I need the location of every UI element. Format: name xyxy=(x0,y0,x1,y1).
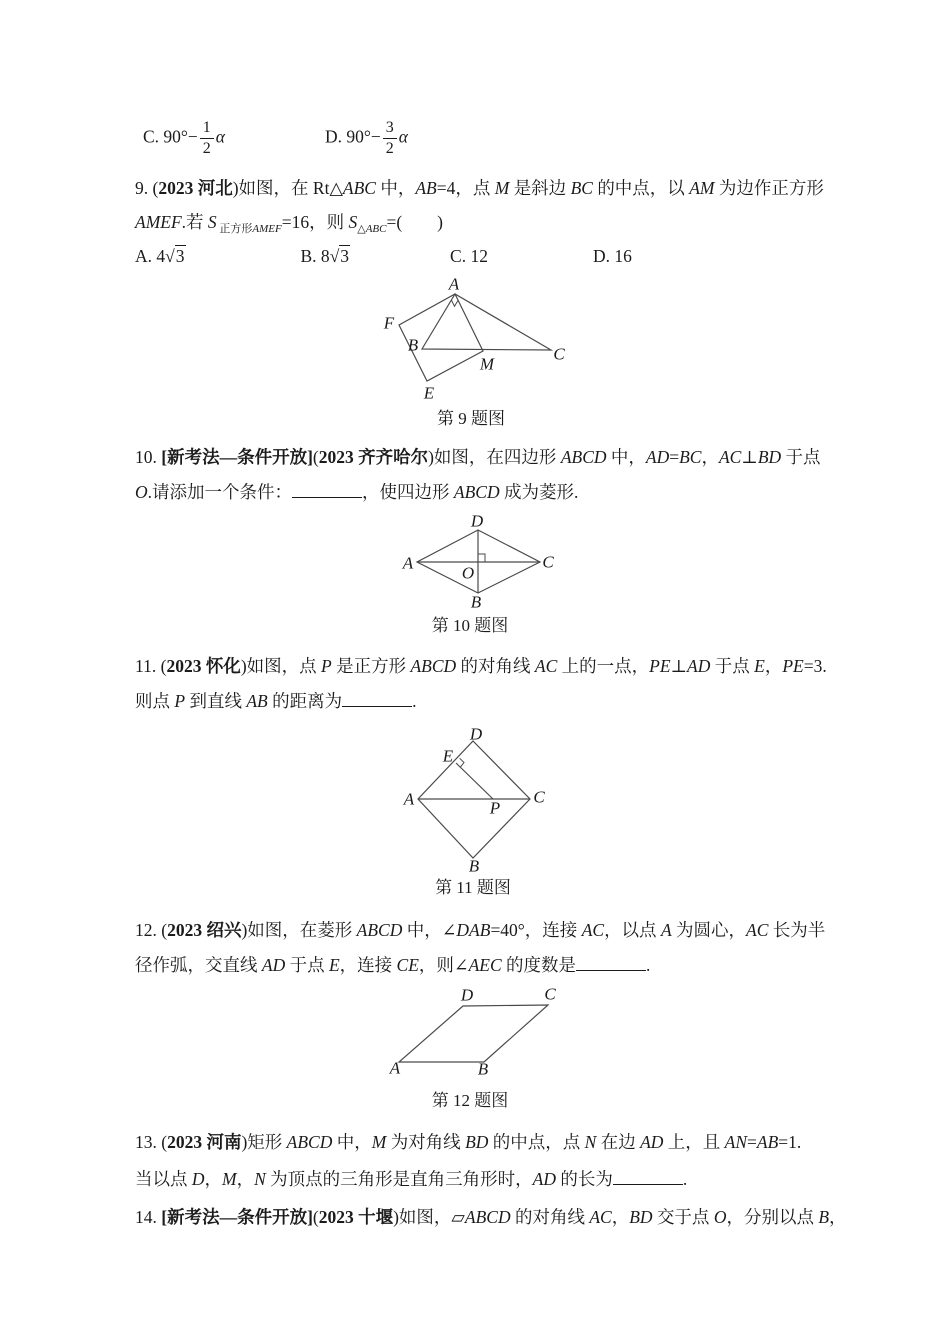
question-13-line-1 xyxy=(135,1129,801,1155)
text-segment: 当以点 xyxy=(135,1169,192,1189)
text-segment: 的对角线 xyxy=(510,1207,590,1227)
vertex-label-O: O xyxy=(461,563,475,583)
text-segment: 10. xyxy=(135,447,162,467)
text-segment: . xyxy=(646,955,651,975)
vertex-label-C: C xyxy=(533,787,545,807)
rhombus-abcd xyxy=(399,1005,548,1062)
text-segment: ABCD xyxy=(560,447,607,467)
text-segment: 2023 齐齐哈尔 xyxy=(318,447,429,467)
question-12-line-1 xyxy=(135,917,825,943)
text-segment: =16，则 xyxy=(281,212,349,232)
figure-10-caption: 第 10 题图 xyxy=(431,616,509,635)
text-segment: 正方形 xyxy=(216,223,253,235)
question-13-line-2 xyxy=(135,1166,687,1192)
text-segment: 于点 xyxy=(781,447,821,467)
text-segment: ， xyxy=(204,1169,223,1189)
spacer xyxy=(350,261,450,262)
vertex-label-B: B xyxy=(477,1059,489,1079)
spacer xyxy=(488,261,593,262)
text-segment: .请添加一个条件： xyxy=(147,482,293,502)
text-segment: N xyxy=(254,1169,266,1189)
text-segment: N xyxy=(584,1132,597,1152)
right-angle-mark-a xyxy=(451,300,458,306)
text-segment: B. 8 xyxy=(300,246,330,266)
right-angle-mark-o xyxy=(478,554,485,562)
text-segment: AMEF xyxy=(135,212,182,232)
text-segment: AEC xyxy=(468,955,502,975)
vertex-label-E: E xyxy=(442,746,454,766)
question-11-line-2 xyxy=(135,688,416,714)
text-segment: 成为菱形. xyxy=(499,482,579,502)
vertex-label-E: E xyxy=(423,383,435,403)
text-segment: ， xyxy=(611,1207,630,1227)
text-segment: PE xyxy=(649,656,671,676)
text-segment: 在边 xyxy=(596,1132,641,1152)
text-segment: AC xyxy=(718,447,742,467)
text-segment: AN xyxy=(724,1132,748,1152)
text-segment: [新考法—条件开放] xyxy=(161,1207,313,1227)
text-segment: D xyxy=(191,1169,205,1189)
text-segment: △ xyxy=(357,223,366,235)
text-segment: 上，且 xyxy=(663,1132,725,1152)
text-segment: AC xyxy=(746,920,769,940)
figure-10 xyxy=(402,511,555,612)
text-segment: ， xyxy=(236,1169,255,1189)
text-segment: ABCD xyxy=(464,1207,511,1227)
vertex-label-D: D xyxy=(470,511,484,531)
fraction: $\frac{3}{2}$ xyxy=(383,118,397,159)
text-segment: )如图，▱ xyxy=(393,1207,465,1227)
text-segment: 的长为 xyxy=(555,1169,613,1189)
text-segment: 中，∠ xyxy=(402,920,457,940)
triangle-abc xyxy=(422,294,551,350)
question-10-line-1 xyxy=(135,444,821,470)
vertex-label-B: B xyxy=(407,335,419,355)
text-segment: E xyxy=(328,955,340,975)
vertex-label-A: A xyxy=(389,1058,401,1078)
text-segment: . xyxy=(682,1169,688,1189)
text-segment: ( xyxy=(312,1207,319,1227)
text-segment: [新考法—条件开放] xyxy=(161,447,313,467)
text-segment: PE xyxy=(782,656,804,676)
question-9-options xyxy=(135,243,632,269)
text-segment: 2023 绍兴 xyxy=(167,920,242,940)
text-segment: AC xyxy=(589,1207,612,1227)
text-segment: ABCD xyxy=(410,656,457,676)
text-segment: AD xyxy=(645,447,670,467)
vertex-label-A: A xyxy=(448,274,460,294)
spacer xyxy=(186,261,301,262)
figure-12 xyxy=(389,984,565,1079)
text-segment: 的对角线 xyxy=(456,656,535,676)
vertex-label-F: F xyxy=(383,313,395,333)
vertex-label-D: D xyxy=(460,985,474,1005)
text-segment: AD xyxy=(532,1169,556,1189)
text-segment: . xyxy=(412,691,417,711)
text-segment: 于点 xyxy=(285,955,329,975)
text-segment: =( ) xyxy=(386,212,444,232)
text-segment: O xyxy=(713,1207,727,1227)
text-segment: 为圆心， xyxy=(671,920,747,940)
question-10-line-2 xyxy=(135,479,578,505)
text-segment: AC xyxy=(534,656,558,676)
figure-9 xyxy=(375,275,590,405)
figure-12-caption: 第 12 题图 xyxy=(431,1091,509,1110)
vertex-label-C: C xyxy=(553,344,565,364)
spacer xyxy=(225,142,325,143)
text-segment: BD xyxy=(757,447,782,467)
text-segment: B xyxy=(818,1207,830,1227)
right-angle-mark-e xyxy=(460,758,464,767)
text-segment: AD xyxy=(687,656,711,676)
text-segment: 9. ( xyxy=(135,178,159,198)
text-segment: 12. ( xyxy=(135,920,168,940)
text-segment: 交于点 xyxy=(652,1207,714,1227)
text-segment: AMEF xyxy=(252,223,282,235)
text-segment: AD xyxy=(261,955,286,975)
figure-9-caption: 第 9 题图 xyxy=(437,409,505,428)
text-segment: 中， xyxy=(606,447,646,467)
vertex-label-B: B xyxy=(470,592,482,612)
text-segment: BD xyxy=(465,1132,489,1152)
text-segment: ABCD xyxy=(453,482,500,502)
question-14-line-1 xyxy=(135,1204,847,1230)
text-segment: C. 90°− xyxy=(143,126,198,147)
figure-11 xyxy=(400,726,555,881)
text-segment: 为对角线 xyxy=(386,1132,466,1152)
text-segment: E xyxy=(754,656,765,676)
text-segment: )矩形 xyxy=(241,1132,287,1152)
text-segment: M xyxy=(371,1132,387,1152)
text-segment: ABCD xyxy=(286,1132,333,1152)
answer-blank xyxy=(613,1167,683,1186)
square-root: √3 xyxy=(329,246,350,266)
text-segment: 2023 怀化 xyxy=(166,656,241,676)
question-11-line-1 xyxy=(135,653,827,679)
text-segment: = xyxy=(669,447,680,467)
question-12-line-2 xyxy=(135,952,650,978)
text-segment: M xyxy=(222,1169,237,1189)
prev-question-options-cd xyxy=(143,118,408,159)
text-segment: =4，点 xyxy=(436,178,495,198)
text-segment: 的度数是 xyxy=(501,955,577,975)
text-segment: A xyxy=(660,920,672,940)
figure-11-caption: 第 11 题图 xyxy=(435,878,511,897)
question-9-line-1 xyxy=(135,175,824,201)
text-segment: ，以点 xyxy=(604,920,661,940)
text-segment: S xyxy=(348,212,358,232)
vertex-label-P: P xyxy=(489,798,501,818)
text-segment: 中， xyxy=(375,178,416,198)
text-segment: BC xyxy=(679,447,702,467)
vertex-label-B: B xyxy=(468,856,480,876)
text-segment: 的中点，点 xyxy=(488,1132,585,1152)
text-segment: 径作弧，交直线 xyxy=(135,955,262,975)
question-9-line-2 xyxy=(135,209,443,242)
text-segment: S xyxy=(207,212,217,232)
text-segment: =3. xyxy=(803,656,827,676)
vertex-label-C: C xyxy=(544,984,556,1004)
vertex-label-C: C xyxy=(542,552,554,572)
text-segment: AD xyxy=(640,1132,664,1152)
text-segment: 14. xyxy=(135,1207,162,1227)
text-segment: M xyxy=(494,178,510,198)
text-segment: 13. ( xyxy=(135,1132,168,1152)
text-segment: CE xyxy=(396,955,419,975)
text-segment: ， xyxy=(764,656,783,676)
text-segment: C. 12 xyxy=(450,246,488,266)
vertex-label-A: A xyxy=(403,789,415,809)
text-segment: D. 16 xyxy=(592,246,632,266)
text-segment: DAB xyxy=(456,920,491,940)
vertex-label-A: A xyxy=(402,553,414,573)
text-segment: BD xyxy=(629,1207,653,1227)
vertex-label-D: D xyxy=(469,724,483,744)
text-segment: 于点 xyxy=(710,656,755,676)
text-segment: 11. ( xyxy=(135,656,167,676)
text-segment: =1. xyxy=(778,1132,802,1152)
square-root: √3 xyxy=(165,246,185,266)
answer-blank xyxy=(576,953,646,972)
text-segment: A. 4 xyxy=(135,246,166,266)
vertex-label-M: M xyxy=(479,354,495,374)
text-segment: ， xyxy=(829,1207,847,1227)
text-segment: ，使四边形 xyxy=(362,482,454,502)
text-segment: 中， xyxy=(332,1132,372,1152)
text-segment: ，连接 xyxy=(339,955,397,975)
text-segment: ⊥ xyxy=(741,447,758,467)
answer-blank xyxy=(292,480,362,499)
text-segment: BC xyxy=(570,178,593,198)
text-segment: )如图，在四边形 xyxy=(428,447,561,467)
text-segment: 2023 河北 xyxy=(158,178,233,198)
text-segment: ABC xyxy=(342,178,376,198)
text-segment: ⊥ xyxy=(670,656,688,676)
text-segment: ABC xyxy=(365,223,387,235)
text-segment: α xyxy=(398,126,408,147)
text-segment: )如图，在 Rt△ xyxy=(232,178,343,198)
text-segment: O xyxy=(135,482,148,502)
text-segment: 则点 xyxy=(135,691,175,711)
text-segment: )如图，在菱形 xyxy=(241,920,357,940)
text-segment: 上的一点， xyxy=(557,656,650,676)
text-segment: .若 xyxy=(181,212,208,232)
text-segment: AC xyxy=(581,920,605,940)
text-segment: ， xyxy=(701,447,719,467)
text-segment: P xyxy=(174,691,186,711)
text-segment: 为边作正方形 xyxy=(714,178,824,198)
text-segment: P xyxy=(321,656,332,676)
text-segment: 为顶点的三角形是直角三角形时， xyxy=(265,1169,533,1189)
fraction: $\frac{1}{2}$ xyxy=(200,118,214,159)
text-segment: ，分别以点 xyxy=(726,1207,819,1227)
text-segment: 的距离为 xyxy=(267,691,343,711)
text-segment: 是正方形 xyxy=(331,656,411,676)
text-segment: ABCD xyxy=(356,920,403,940)
text-segment: ( xyxy=(312,447,319,467)
text-segment: α xyxy=(215,126,225,147)
text-segment: )如图，点 xyxy=(240,656,322,676)
text-segment: 到直线 xyxy=(185,691,247,711)
text-segment: 的中点，以 xyxy=(592,178,690,198)
text-segment: 是斜边 xyxy=(509,178,571,198)
text-segment: 长为半 xyxy=(768,920,826,940)
text-segment: AB xyxy=(756,1132,779,1152)
text-segment: AM xyxy=(689,178,715,198)
text-segment: D. 90°− xyxy=(324,126,381,147)
text-segment: 2023 十堰 xyxy=(318,1207,394,1227)
text-segment: 2023 河南 xyxy=(167,1132,242,1152)
text-segment: AB xyxy=(415,178,437,198)
text-segment: ，则∠ xyxy=(418,955,469,975)
text-segment: AB xyxy=(246,691,268,711)
text-segment: =40°，连接 xyxy=(490,920,582,940)
segment-ep xyxy=(456,763,493,799)
text-segment: = xyxy=(747,1132,757,1152)
answer-blank xyxy=(342,689,412,708)
